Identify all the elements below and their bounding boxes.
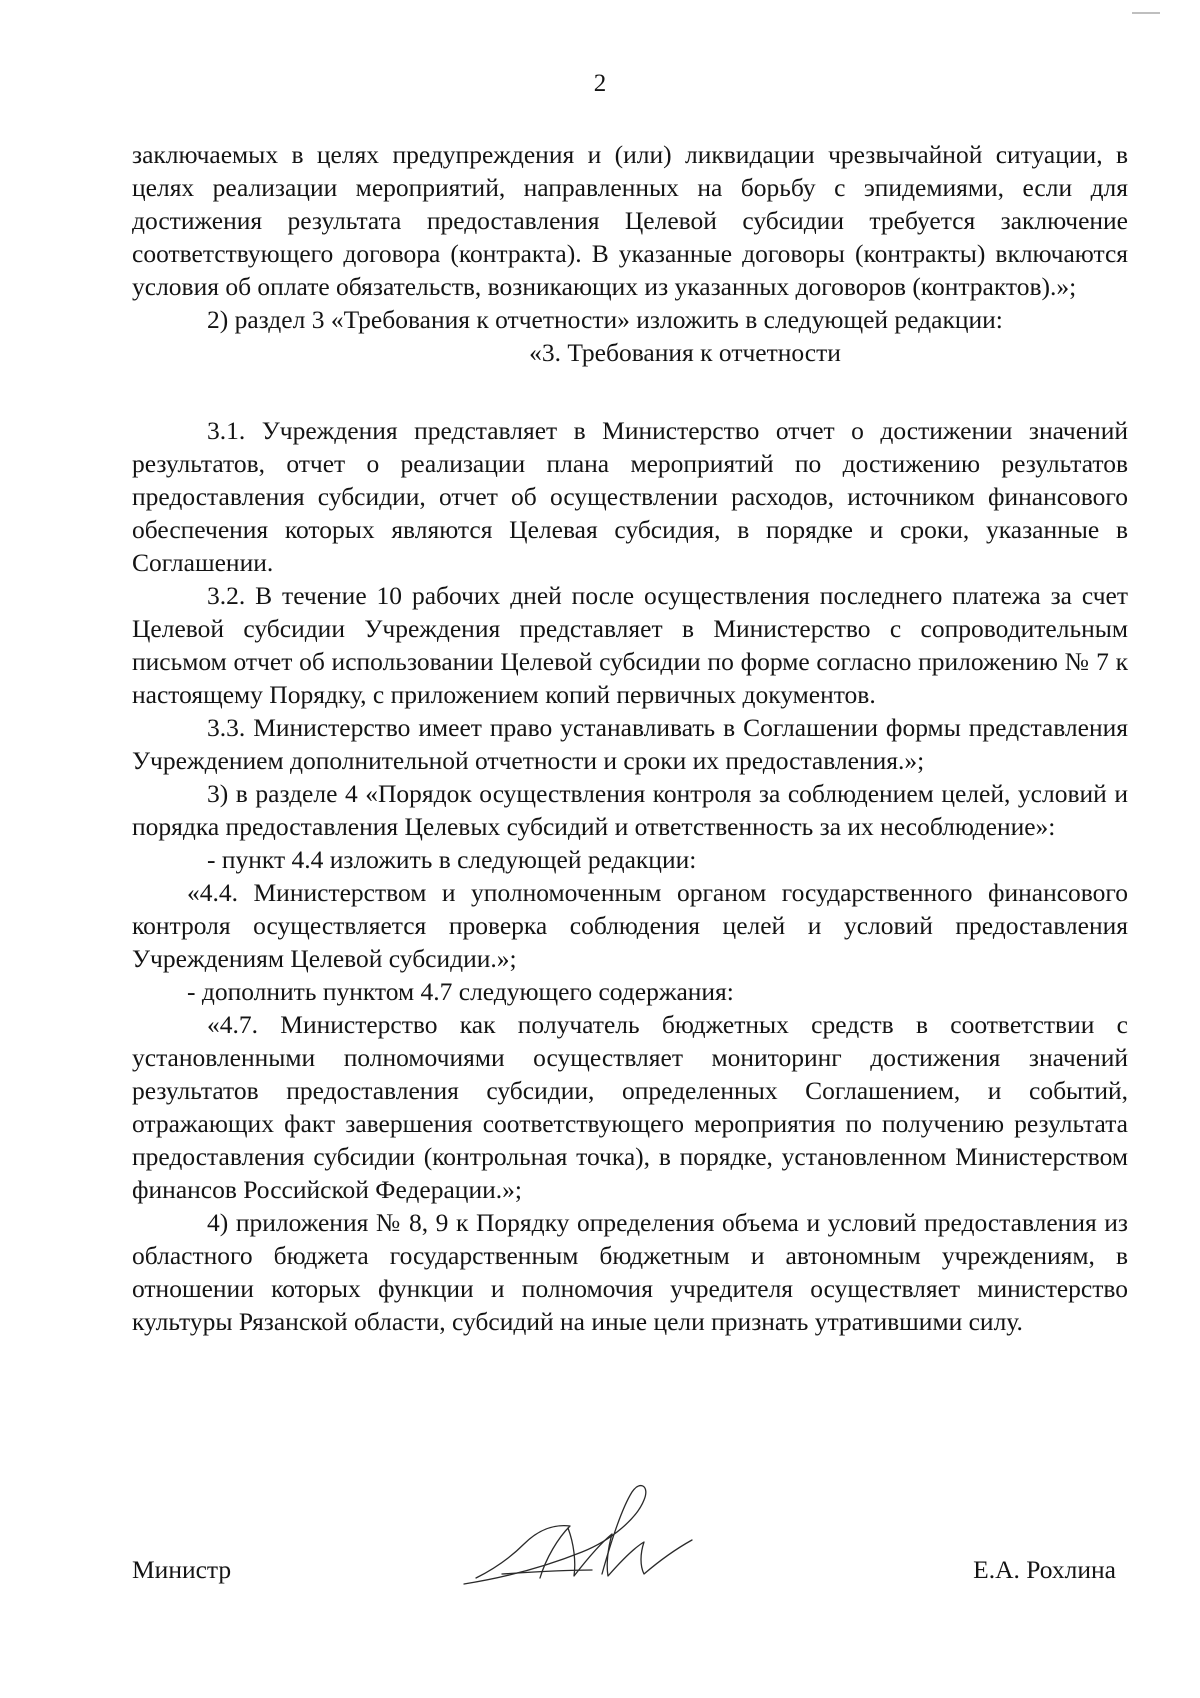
paragraph-4-4: «4.4. Министерством и уполномоченным органом государственного финансового контроля осуществляется проверка соблюдения целей и условий предоставления Учреждениям Целевой субсидии.»; xyxy=(132,878,1128,973)
signature-block xyxy=(132,1555,1128,1595)
paragraph-point-4-4-intro: - пункт 4.4 изложить в следующей редакции: xyxy=(207,845,697,874)
document-body xyxy=(132,138,1128,1338)
paragraph-4-7: «4.7. Министерство как получатель бюджетных средств в соответствии с установленными полномочиями осуществляет мониторинг достижения значений результатов предоставления субсидии, определенных Соглашением, и событий, отражающих факт завершения соответствующего мероприятия по получению результата предоставления субсидии (контрольная точка), в порядке, установленном Министерством финансов Российской Федерации.»; xyxy=(132,1010,1128,1204)
signatory-title: Министр xyxy=(132,1555,232,1584)
section-heading: «3. Требования к отчетности xyxy=(529,338,841,367)
paragraph-item-2: 2) раздел 3 «Требования к отчетности» изложить в следующей редакции: xyxy=(207,305,1003,334)
paragraph-3-3: 3.3. Министерство имеет право устанавливать в Соглашении формы представления Учреждением дополнительной отчетности и сроки их предоставления.»; xyxy=(132,713,1128,775)
signatory-name: Е.А. Рохлина xyxy=(973,1555,1116,1584)
paragraph-point-4-7-intro: - дополнить пунктом 4.7 следующего содержания: xyxy=(187,977,734,1006)
scan-mark xyxy=(1132,12,1160,14)
paragraph-continuation: заключаемых в целях предупреждения и (или) ликвидации чрезвычайной ситуации, в целях реализации мероприятий, направленных на борьбу с эпидемиями, если для достижения результата предоставления Целевой субсидии требуется заключение соответствующего договора (контракта). В указанные договоры (контракты) включаются условия об оплате обязательств, возникающих из указанных договоров (контрактов).»; xyxy=(132,140,1128,301)
paragraph-item-3: 3) в разделе 4 «Порядок осуществления контроля за соблюдением целей, условий и порядка предоставления Целевых субсидий и ответственность за их несоблюдение»: xyxy=(132,779,1128,841)
paragraph-3-1: 3.1. Учреждения представляет в Министерство отчет о достижении значений результатов, отчет о реализации плана мероприятий по достижению результатов предоставления субсидии, отчет об осуществлении расходов, источником финансового обеспечения которых являются Целевая субсидия, в порядке и сроки, указанные в Соглашении. xyxy=(132,416,1128,577)
page-number: 2 xyxy=(593,70,607,97)
paragraph-3-2: 3.2. В течение 10 рабочих дней после осуществления последнего платежа за счет Целевой субсидии Учреждения представляет в Министерство с сопроводительным письмом отчет об использовании Целевой субсидии по форме согласно приложению № 7 к настоящему Порядку, с приложением копий первичных документов. xyxy=(132,581,1128,709)
paragraph-item-4: 4) приложения № 8, 9 к Порядку определения объема и условий предоставления из областного бюджета государственным бюджетным и автономным учреждениям, в отношении которых функции и полномочия учредителя осуществляет министерство культуры Рязанской области, субсидий на иные цели признать утратившими силу. xyxy=(132,1208,1128,1336)
